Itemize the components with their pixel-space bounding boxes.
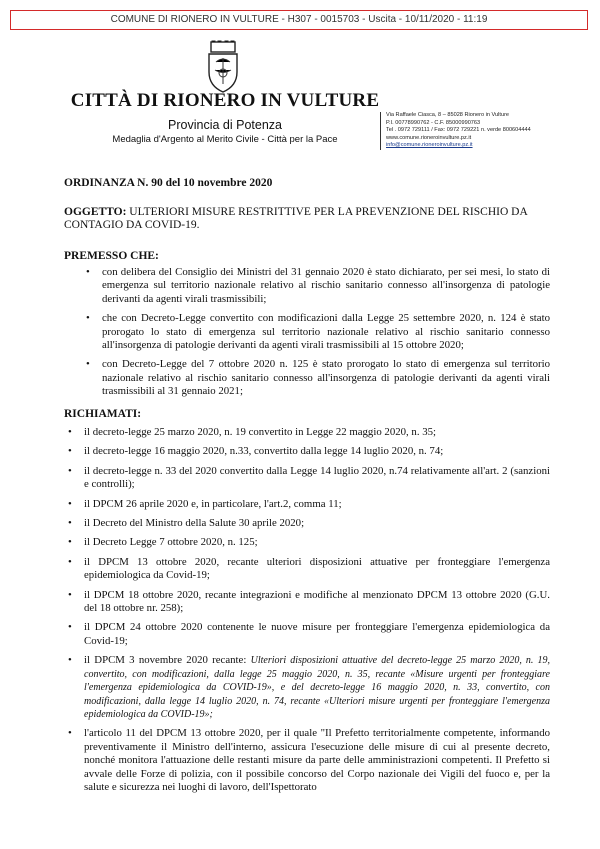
subject-label: OGGETTO:: [64, 206, 127, 218]
richiamati-heading: RICHIAMATI:: [64, 408, 142, 420]
bullet-icon: •: [68, 517, 72, 530]
province-line: Provincia di Potenza: [168, 118, 282, 132]
bullet-icon: •: [68, 588, 72, 601]
contact-phone: Tel . 0972 729111 / Fax: 0972 729221 n. verde 800604444: [386, 127, 531, 134]
list-item: • il DPCM 18 ottobre 2020, recante integrazioni e modifiche al menzionato DPCM 13 ottobre 2020 (G.U. del 18 ottobre nr. 258);: [68, 588, 550, 615]
bullet-icon: •: [68, 555, 72, 568]
bullet-icon: •: [68, 497, 72, 510]
list-item: • il Decreto Legge 7 ottobre 2020, n. 125;: [68, 536, 258, 549]
list-item: • il DPCM 24 ottobre 2020 contenente le nuove misure per fronteggiare l'emergenza epidemiologica da Covid-19;: [68, 621, 550, 647]
subject: [64, 206, 544, 232]
list-item: • con delibera del Consiglio dei Ministri del 31 gennaio 2020 è stato dichiarato, per sei mesi, lo stato di emergenza sul territorio nazionale relativo al rischio sanitario connesso all'insorgenza di patologie derivanti da agenti virali trasmissibili;: [86, 266, 550, 305]
list-item: • con Decreto-Legge del 7 ottobre 2020 n. 125 è stato prorogato lo stato di emergenza sul territorio nazionale relativo al rischio sanitario connesso all'insorgenza di patologie derivanti da agenti virali trasmissibili al 31 gennaio 2021;: [86, 358, 550, 398]
bullet-icon: •: [68, 464, 72, 477]
list-item: • il decreto-legge 16 maggio 2020, n.33, convertito dalla legge 14 luglio 2020, n. 74;: [68, 445, 444, 458]
bullet-icon: •: [68, 536, 72, 549]
contact-tax-ids: P.I. 00778990762 - C.F. 85000990763: [386, 119, 481, 126]
ordinance-title: ORDINANZA N. 90 del 10 novembre 2020: [64, 177, 273, 189]
city-title: CITTÀ DI RIONERO IN VULTURE: [70, 90, 380, 111]
bullet-icon: •: [68, 654, 72, 667]
bullet-icon: •: [68, 727, 72, 740]
city-crest-icon: [203, 40, 243, 94]
protocol-stamp: COMUNE DI RIONERO IN VULTURE - H307 - 0015703 - Uscita - 10/11/2020 - 11:19: [10, 10, 588, 30]
richiamati-list: [64, 426, 550, 800]
list-item: • il decreto-legge 25 marzo 2020, n. 19 convertito in Legge 22 maggio 2020, n. 35;: [68, 426, 437, 438]
bullet-icon: •: [68, 445, 72, 458]
list-item: • l'articolo 11 del DPCM 13 ottobre 2020, per il quale "Il Prefetto territorialmente competente, informando preventivamente il Ministro dell'interno, assicura l'esecuzione delle misure di cui al presente decreto, nonché monitora l'attuazione delle restanti misure da parte delle amministrazioni competenti. Il Prefetto si avvale delle Forze di polizia, con il possibile concorso del Corpo nazionale dei Vigili del fuoco e, per la salute e sicurezza nei luoghi di lavoro, dell'Ispettorato: [68, 727, 550, 793]
list-item: • il decreto-legge n. 33 del 2020 convertito dalla Legge 14 luglio 2020, n.74 relativamente all'art. 2 (sanzioni e controlli);: [68, 464, 550, 491]
bullet-icon: •: [68, 621, 72, 634]
subject-text: ULTERIORI MISURE RESTRITTIVE PER LA PREVENZIONE DEL RISCHIO DA CONTAGIO DA COVID-19.: [64, 206, 528, 231]
medal-line: Medaglia d'Argento al Merito Civile - Città per la Pace: [112, 134, 338, 145]
list-item: • il DPCM 3 novembre 2020 recante: Ulteriori disposizioni attuative del decreto-legge 25 marzo 2020, n. 19, convertito, con modificazioni, dalla legge 25 maggio 2020, n. 35, recante «Misure urgenti per fronteggiare l'emergenza epidemiologica da COVID-19», e del decreto-legge 16 maggio 2020, n. 33, convertito, con modificazioni, dalla legge 14 luglio 2020, n. 74, recante «Ulteriori misure urgenti per fronteggiare l'emergenza epidemiologica da COVID-19»;: [68, 654, 551, 720]
bullet-icon: •: [86, 312, 90, 325]
contact-website[interactable]: www.comune.rioneroinvulture.pz.it: [386, 134, 472, 141]
contact-email[interactable]: info@comune.rioneroinvulture.pz.it: [386, 142, 473, 149]
premesso-list: [82, 266, 550, 405]
bullet-icon: •: [86, 266, 90, 278]
contact-address: Via Raffaele Ciasca, 8 – 85028 Rionero in Vulture: [386, 112, 510, 118]
contact-block: [380, 112, 596, 150]
list-item: • il DPCM 13 ottobre 2020, recante ulteriori disposizioni attuative per fronteggiare l'emergenza epidemiologica da Covid-19;: [68, 555, 550, 582]
premesso-heading: PREMESSO CHE:: [64, 250, 159, 262]
bullet-icon: •: [86, 358, 90, 371]
list-item: • il Decreto del Ministro della Salute 30 aprile 2020;: [68, 517, 305, 530]
bullet-icon: •: [68, 426, 72, 438]
list-item: • il DPCM 26 aprile 2020 e, in particolare, l'art.2, comma 11;: [68, 497, 342, 510]
list-item: • che con Decreto-Legge convertito con modificazioni dalla Legge 25 settembre 2020, n. 124 è stato prorogato lo stato di emergenza sul territorio nazionale relativo al rischio sanitario connesso all'insorgenza di patologie derivanti da agenti virali trasmissibili al 15 ottobre 2020;: [86, 312, 550, 352]
